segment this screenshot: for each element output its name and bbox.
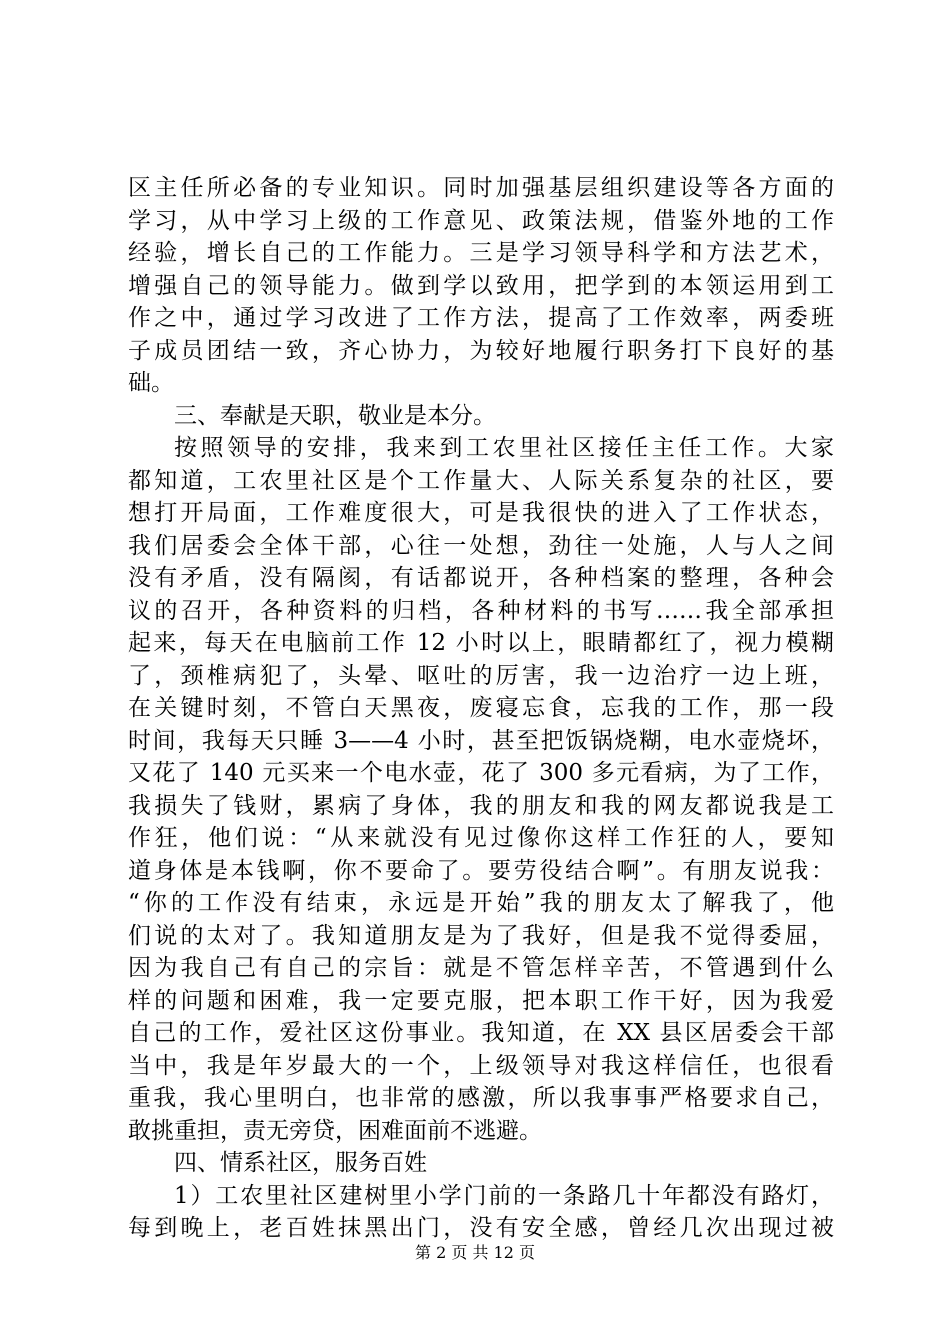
text-line: 础。 [128, 370, 174, 396]
text-line: 想打开局面，工作难度很大，可是我很快的进入了工作状态， [128, 500, 834, 526]
section-heading-text: 三、奉献是天职，敬业是本分。 [174, 402, 496, 429]
text-line: 道身体是本钱啊，你不要命了。要劳役结合啊”。有朋友说我： [128, 857, 834, 884]
page-number-footer: 第 2 页 共 12 页 [415, 1243, 535, 1262]
text-line: 每到晚上，老百姓抹黑出门，没有安全感，曾经几次出现过被 [128, 1215, 834, 1241]
text-line: 增强自己的领导能力。做到学以致用，把学到的本领运用到工 [128, 272, 834, 299]
section-heading-3 [128, 400, 834, 433]
text-line: 重我，我心里明白，也非常的感激，所以我事事严格要求自己， [128, 1085, 834, 1111]
text-line: 子成员团结一致，齐心协力，为较好地履行职务打下良好的基 [128, 337, 834, 364]
text-line: 议的召开，各种资料的归档，各种材料的书写……我全部承担 [128, 597, 834, 624]
text-line: 作之中，通过学习改进了工作方法，提高了工作效率，两委班 [128, 305, 834, 331]
text-line: 了，颈椎病犯了，头晕、呕吐的厉害，我一边治疗一边上班， [128, 662, 834, 689]
text-line: “你的工作没有结束，永远是开始”我的朋友太了解我了，他 [128, 890, 834, 916]
text-line: 经验，增长自己的工作能力。三是学习领导科学和方法艺术， [128, 240, 834, 266]
text-line: 学习，从中学习上级的工作意见、政策法规，借鉴外地的工作 [128, 207, 834, 234]
text-line: 因为我自己有自己的宗旨：就是不管怎样辛苦，不管遇到什么 [128, 955, 834, 981]
section-heading-4 [128, 1147, 834, 1180]
document-body [128, 172, 834, 1245]
text-line: 区主任所必备的专业知识。同时加强基层组织建设等各方面的 [128, 175, 834, 201]
text-line: 都知道，工农里社区是个工作量大、人际关系复杂的社区，要 [128, 467, 834, 494]
paragraph-dedication [128, 432, 834, 1147]
text-line: 当中，我是年岁最大的一个，上级领导对我这样信任，也很看 [128, 1052, 834, 1079]
paragraph-street-lights [128, 1180, 834, 1245]
text-line: 我损失了钱财，累病了身体，我的朋友和我的网友都说我是工 [128, 792, 834, 819]
section-heading-text: 四、情系社区，服务百姓 [174, 1150, 427, 1176]
text-line: 们说的太对了。我知道朋友是为了我好，但是我不觉得委屈， [128, 922, 834, 949]
text-line: 没有矛盾，没有隔阂，有话都说开，各种档案的整理，各种会 [128, 565, 834, 591]
text-line: 起来，每天在电脑前工作 12 小时以上，眼睛都红了，视力模糊 [128, 630, 834, 656]
text-line: 自己的工作，爱社区这份事业。我知道，在 XX 县区居委会干部 [128, 1020, 834, 1046]
text-line: 时间，我每天只睡 3——4 小时，甚至把饭锅烧糊，电水壶烧坏， [128, 727, 834, 754]
paragraph-study-continued [128, 172, 834, 400]
text-line: 作狂，他们说：“从来就没有见过像你这样工作狂的人，要知 [128, 825, 834, 851]
text-line: 我们居委会全体干部，心往一处想，劲往一处施，人与人之间 [128, 532, 834, 559]
text-line: 敢挑重担，责无旁贷，困难面前不逃避。 [128, 1117, 542, 1144]
text-line: 在关键时刻，不管白天黑夜，废寝忘食，忘我的工作，那一段 [128, 695, 834, 721]
text-line: 按照领导的安排，我来到工农里社区接任主任工作。大家 [174, 435, 834, 461]
text-line: 1）工农里社区建树里小学门前的一条路几十年都没有路灯， [174, 1182, 834, 1209]
text-line: 又花了 140 元买来一个电水壶，花了 300 多元看病，为了工作， [128, 760, 834, 786]
text-line: 样的问题和困难，我一定要克服，把本职工作干好，因为我爱 [128, 987, 834, 1014]
